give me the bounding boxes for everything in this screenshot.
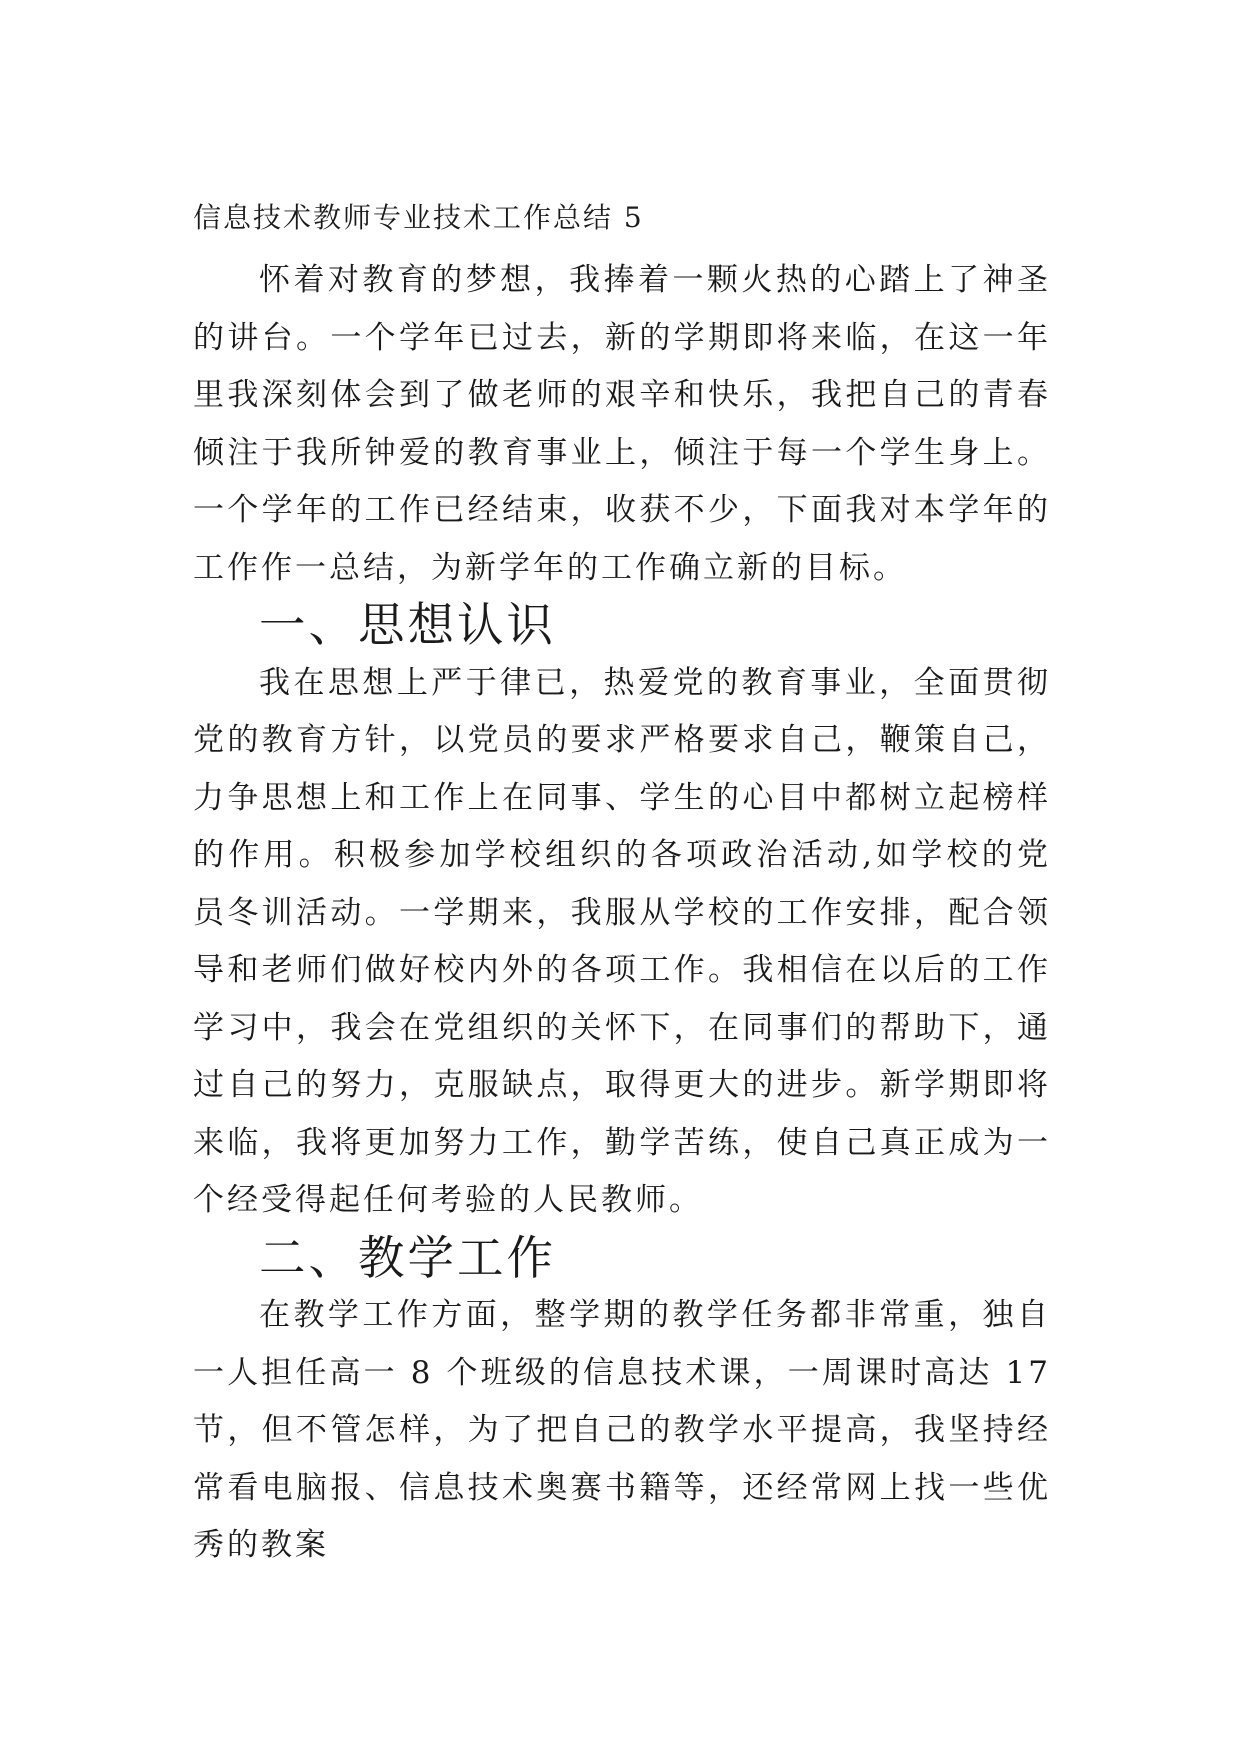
section-paragraph-thought: 我在思想上严于律已，热爱党的教育事业，全面贯彻党的教育方针，以党员的要求严格要求自己，鞭策自己，力争思想上和工作上在同事、学生的心目中都树立起榜样的作用。积极参加学校组织的各项政治活动,如学校的党员冬训活动。一学期来，我服从学校的工作安排，配合领导和老师们做好校内外的各项工作。我相信在以后的工作学习中，我会在党组织的关怀下，在同事们的帮助下，通过自己的努力，克服缺点，取得更大的进步。新学期即将来临，我将更加努力工作，勤学苦练，使自己真正成为一个经受得起任何考验的人民教师。 (193, 664, 1051, 1218)
section-heading-thought: 一、思想认识 (259, 598, 556, 652)
document-body (193, 184, 1051, 1575)
section-heading-teaching: 二、教学工作 (259, 1230, 556, 1285)
document-title: 信息技术教师专业技术工作总结 5 (193, 201, 644, 234)
section-paragraph-teaching: 在教学工作方面，整学期的教学任务都非常重，独自一人担任高一 8 个班级的信息技术课，一周课时高达 17 节，但不管怎样，为了把自己的教学水平提高，我坚持经常看电脑报、信息技术奥赛书籍等，还经常网上找一些优秀的教案 (193, 1297, 1051, 1563)
intro-paragraph: 怀着对教育的梦想，我捧着一颗火热的心踏上了神圣的讲台。一个学年已过去，新的学期即将来临，在这一年里我深刻体会到了做老师的艰辛和快乐，我把自己的青春倾注于我所钟爱的教育事业上，倾注于每一个学生身上。一个学年的工作已经结束，收获不少，下面我对本学年的工作作一总结，为新学年的工作确立新的目标。 (193, 262, 1051, 586)
